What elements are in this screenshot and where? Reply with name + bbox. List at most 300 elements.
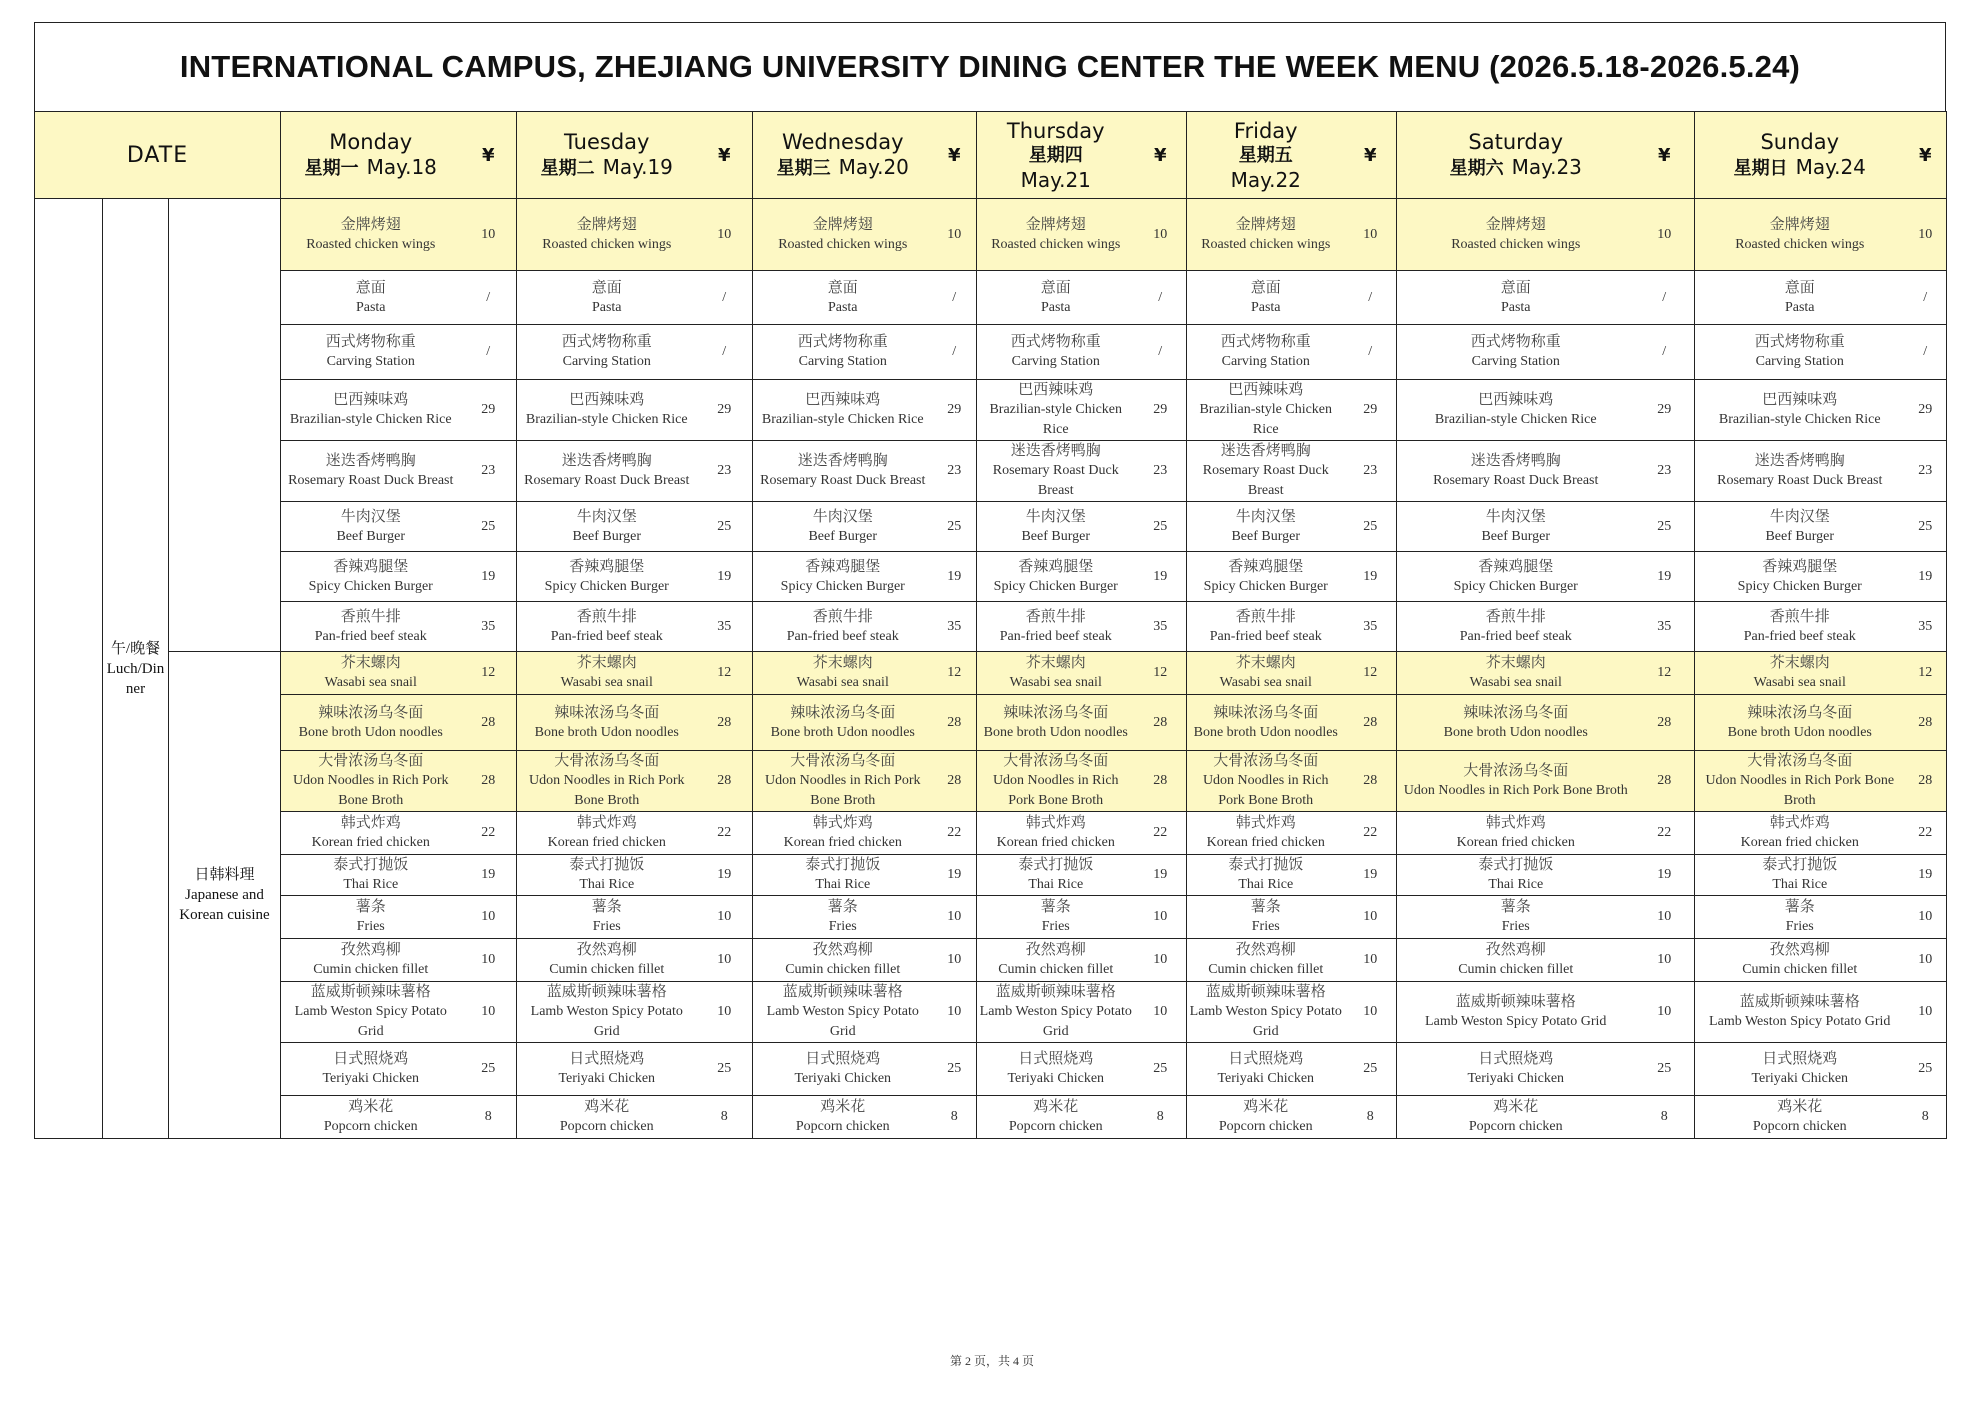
dish-name-en: Fries [1501,919,1530,934]
dish-name-zh: 辣味浓汤乌冬面 [1463,704,1569,721]
dish-name-en: Lamb Weston Spicy Potato Grid [1709,1014,1891,1029]
dish-price: 10 [461,896,517,939]
dish-name-en: Fries [592,919,621,934]
dish-cell [977,325,1135,380]
dish-name-en: Rosemary Roast Duck Breast [1202,463,1329,498]
dish-name-zh: 鸡米花 [1243,1099,1289,1115]
currency-header: ¥ [1135,112,1187,199]
dish-cell [281,982,461,1043]
dish-name-zh: 韩式炸鸡 [1485,815,1546,831]
dish-name-en: Wasabi sea snail [1753,675,1846,690]
dish-name-zh: 日式照烧鸡 [1018,1051,1094,1067]
dish-cell [1187,855,1345,896]
dish-cell [977,939,1135,982]
dish-cell [977,602,1135,652]
menu-row [35,1096,1947,1139]
dish-price: 8 [697,1096,753,1139]
dish-name-zh: 巴西辣味鸡 [569,392,645,408]
dish-cell [753,939,933,982]
dish-cell [1187,271,1345,325]
dish-price: 25 [697,1043,753,1096]
dish-name-en: Wasabi sea snail [560,675,653,690]
day-header-monday [281,112,461,199]
dish-name-zh: 牛肉汉堡 [1485,508,1546,525]
dish-name-en: Carving Station [1755,354,1844,369]
dish-name-zh: 蓝威斯顿辣味薯格 [546,984,667,1000]
dish-name-zh: 芥末螺肉 [340,655,401,671]
dish-cell [977,380,1135,441]
dish-name-en: Bone broth Udon noodles [1727,724,1872,740]
dish-cell [753,1096,933,1139]
dish-cell [1695,1043,1905,1096]
dish-cell [281,325,461,380]
dish-name-en: Carving Station [798,354,887,369]
dish-name-en: Popcorn chicken [795,1119,890,1134]
dish-name-zh: 薯条 [1784,899,1815,915]
dish-price: 10 [1345,982,1397,1043]
dish-name-en: Brazilian-style Chicken Rice [1718,412,1881,427]
dish-cell [1187,441,1345,502]
dish-name-en: Spicy Chicken Burger [1203,578,1328,594]
dish-price: 23 [1635,441,1695,502]
dish-name-en: Popcorn chicken [1752,1119,1847,1134]
dish-price: 25 [933,502,977,552]
dish-name-zh: 金牌烤翅 [1769,216,1830,233]
dish-cell [1397,896,1635,939]
dish-cell [517,695,697,751]
day-name: Wednesday [781,130,904,154]
page-title: INTERNATIONAL CAMPUS, ZHEJIANG UNIVERSITY DINING CENTER THE WEEK MENU (2026.5.18-2026.5.24) [179,49,1801,84]
dish-name-zh: 牛肉汉堡 [1235,508,1296,525]
dish-name-zh: 薯条 [591,899,622,915]
dish-name-en: Carving Station [1221,354,1310,369]
dish-name-zh: 迷迭香烤鸭胸 [325,453,416,469]
dish-name-en: Wasabi sea snail [1219,675,1312,690]
dish-name-zh: 辣味浓汤乌冬面 [318,704,424,721]
dish-name-en: Beef Burger [336,528,406,544]
dish-name-zh: 日式照烧鸡 [805,1051,881,1067]
dish-name-en: Brazilian-style Chicken Rice [289,412,452,427]
dish-price: 25 [1135,1043,1187,1096]
dish-name-en: Pasta [1250,299,1281,315]
day-subtitle [519,155,695,181]
title-box [34,22,1946,111]
dish-price: 22 [697,812,753,855]
dish-name-zh: 巴西辣味鸡 [1228,382,1304,398]
dish-price: 10 [1905,896,1947,939]
dish-price: 10 [1905,939,1947,982]
dish-name-en: Pasta [591,299,622,315]
menu-row [35,325,1947,380]
dish-name-zh: 大骨浓汤乌冬面 [318,753,424,769]
row-group-blank [35,199,103,1139]
dish-price: 35 [697,602,753,652]
dish-name-zh: 韩式炸鸡 [340,815,401,831]
dish-cell [1187,602,1345,652]
dish-name-en: Popcorn chicken [1008,1119,1103,1134]
dish-name-zh: 鸡米花 [348,1099,394,1115]
dish-name-zh: 意面 [1040,279,1071,296]
dish-cell [517,502,697,552]
day-name: Monday [329,130,413,154]
day-name: Saturday [1468,130,1564,154]
dish-name-en: Beef Burger [1231,528,1301,544]
dish-price: 19 [1635,855,1695,896]
dish-cell [977,812,1135,855]
dish-cell [1695,199,1905,271]
dish-name-en: Beef Burger [572,528,642,544]
dish-price: 25 [1345,1043,1397,1096]
dish-cell [281,812,461,855]
menu-row [35,751,1947,812]
dish-price: / [1135,271,1187,325]
dish-cell [977,751,1135,812]
meal-label [103,199,169,1139]
category-label [169,652,281,1139]
dish-cell [281,1096,461,1139]
dish-name-zh: 泰式打抛饭 [569,857,645,873]
dish-name-en: Fries [1251,919,1280,934]
dish-price: 19 [461,552,517,602]
dish-name-zh: 蓝威斯顿辣味薯格 [995,984,1116,1000]
dish-cell [753,271,933,325]
dish-name-zh: 西式烤物称重 [797,334,888,350]
day-subtitle [755,155,931,181]
dish-name-en: Roasted chicken wings [991,236,1121,252]
dish-name-en: Brazilian-style Chicken Rice [989,402,1123,437]
dish-cell [1187,896,1345,939]
dish-price: 28 [1635,751,1695,812]
dish-name-zh: 鸡米花 [820,1099,866,1115]
dish-name-en: Korean fried chicken [311,835,430,850]
dish-name-zh: 大骨浓汤乌冬面 [554,753,660,769]
dish-name-zh: 金牌烤翅 [1485,216,1546,233]
dish-name-zh: 蓝威斯顿辣味薯格 [1739,994,1860,1010]
dish-cell [1397,812,1635,855]
dish-price: 23 [697,441,753,502]
dish-cell [1397,441,1635,502]
dish-cell [281,652,461,695]
dish-name-en: Bone broth Udon noodles [1443,724,1588,740]
dish-name-en: Korean fried chicken [1456,835,1575,850]
dish-name-zh: 韩式炸鸡 [1769,815,1830,831]
dish-name-zh: 薯条 [1250,899,1281,915]
dish-cell [1397,380,1635,441]
dish-price: 29 [1345,380,1397,441]
dish-name-en: Spicy Chicken Burger [780,578,905,594]
currency-header: ¥ [1905,112,1947,199]
dish-price: / [697,271,753,325]
dish-name-zh: 孜然鸡柳 [1769,942,1830,958]
dish-name-zh: 孜然鸡柳 [812,942,873,958]
menu-row [35,602,1947,652]
dish-name-en: Korean fried chicken [1206,835,1325,850]
day-header-friday [1187,112,1345,199]
dish-name-zh: 迷迭香烤鸭胸 [561,453,652,469]
menu-row [35,939,1947,982]
dish-cell [753,602,933,652]
dish-name-zh: 泰式打抛饭 [1478,857,1554,873]
dish-name-en: Pasta [1500,299,1531,315]
dish-cell [281,939,461,982]
dish-name-en: Brazilian-style Chicken Rice [1199,402,1333,437]
dish-cell [1187,502,1345,552]
dish-name-zh: 意面 [355,279,386,296]
header-row [35,112,1947,199]
dish-price: 35 [1135,602,1187,652]
dish-cell [753,652,933,695]
dish-price: 22 [933,812,977,855]
dish-name-en: Brazilian-style Chicken Rice [1434,412,1597,427]
dish-cell [1397,502,1635,552]
dish-price: 29 [461,380,517,441]
dish-price: 29 [697,380,753,441]
dish-cell [1187,1043,1345,1096]
dish-name-zh: 香辣鸡腿堡 [333,558,409,575]
dish-name-en: Lamb Weston Spicy Potato Grid [1189,1004,1342,1039]
dish-name-zh: 大骨浓汤乌冬面 [790,753,896,769]
dish-name-en: Cumin chicken fillet [1458,962,1574,977]
day-chinese: 星期二 [540,158,595,179]
dish-name-en: Teriyaki Chicken [322,1071,420,1086]
dish-cell [1397,939,1635,982]
dish-name-zh: 巴西辣味鸡 [805,392,881,408]
dish-name-en: Brazilian-style Chicken Rice [525,412,688,427]
dish-name-zh: 金牌烤翅 [812,216,873,233]
dish-price: 28 [933,751,977,812]
dish-name-en: Thai Rice [815,877,871,892]
dish-cell [1695,380,1905,441]
dish-cell [977,199,1135,271]
menu-row [35,441,1947,502]
dish-cell [977,502,1135,552]
dish-price: 12 [1135,652,1187,695]
dish-price: 28 [461,695,517,751]
day-header-tuesday [517,112,697,199]
dish-cell [517,325,697,380]
dish-price: 8 [1135,1096,1187,1139]
dish-name-zh: 香辣鸡腿堡 [1228,558,1304,575]
dish-cell [517,982,697,1043]
dish-cell [1397,271,1635,325]
dish-name-zh: 孜然鸡柳 [1025,942,1086,958]
dish-name-en: Thai Rice [1488,877,1544,892]
dish-name-zh: 西式烤物称重 [1220,334,1311,350]
menu-row [35,380,1947,441]
dish-cell [1187,939,1345,982]
dish-price: 19 [933,552,977,602]
dish-name-zh: 孜然鸡柳 [340,942,401,958]
dish-name-en: Korean fried chicken [1740,835,1859,850]
dish-name-en: Roasted chicken wings [1201,236,1331,252]
menu-row [35,652,1947,695]
dish-name-zh: 西式烤物称重 [1754,334,1845,350]
dish-name-zh: 大骨浓汤乌冬面 [1213,753,1319,769]
dish-cell [977,552,1135,602]
day-chinese: 星期五 [1238,145,1293,166]
dish-price: / [1135,325,1187,380]
dish-price: 10 [1135,896,1187,939]
dish-cell [1397,199,1635,271]
dish-name-zh: 巴西辣味鸡 [1762,392,1838,408]
dish-price: 25 [697,502,753,552]
dish-name-zh: 辣味浓汤乌冬面 [1747,704,1853,721]
dish-name-en: Korean fried chicken [783,835,902,850]
dish-price: 10 [1345,199,1397,271]
dish-name-zh: 大骨浓汤乌冬面 [1747,753,1853,769]
dish-name-en: Cumin chicken fillet [313,962,429,977]
dish-name-en: Carving Station [1471,354,1560,369]
dish-cell [1695,812,1905,855]
dish-cell [1695,695,1905,751]
dish-price: 35 [1905,602,1947,652]
category-label [169,199,281,652]
dish-cell [753,441,933,502]
dish-name-zh: 大骨浓汤乌冬面 [1003,753,1109,769]
dish-name-zh: 香煎牛排 [1235,608,1296,625]
dish-name-zh: 泰式打抛饭 [1228,857,1304,873]
dish-cell [517,271,697,325]
dish-cell [1187,552,1345,602]
dish-price: 10 [1635,939,1695,982]
dish-name-zh: 香煎牛排 [1025,608,1086,625]
dish-name-zh: 泰式打抛饭 [333,857,409,873]
dish-name-zh: 牛肉汉堡 [576,508,637,525]
dish-price: 22 [1635,812,1695,855]
dish-name-zh: 日式照烧鸡 [333,1051,409,1067]
dish-name-en: Roasted chicken wings [1451,236,1581,252]
dish-price: 10 [461,939,517,982]
dish-price: 28 [1345,695,1397,751]
dish-name-en: Thai Rice [343,877,399,892]
dish-price: 23 [1345,441,1397,502]
dish-name-en: Popcorn chicken [1468,1119,1563,1134]
dish-cell [281,602,461,652]
dish-name-en: Teriyaki Chicken [1751,1071,1849,1086]
dish-price: 12 [933,652,977,695]
dish-cell [517,939,697,982]
dish-cell [1695,939,1905,982]
dish-name-zh: 西式烤物称重 [561,334,652,350]
dish-price: 28 [1345,751,1397,812]
dish-name-en: Teriyaki Chicken [794,1071,892,1086]
menu-sheet [34,22,1946,1139]
menu-row [35,695,1947,751]
dish-cell [1187,695,1345,751]
dish-price: 10 [933,199,977,271]
meal-label-en: Luch/Din [106,660,165,677]
dish-cell [1397,325,1635,380]
dish-price: 10 [933,982,977,1043]
dish-name-en: Wasabi sea snail [1469,675,1562,690]
dish-price: 35 [1345,602,1397,652]
dish-name-en: Spicy Chicken Burger [993,578,1118,594]
dish-price: 10 [1635,896,1695,939]
dish-cell [281,271,461,325]
dish-price: 10 [697,199,753,271]
day-date: May.18 [366,155,437,179]
dish-price: 10 [697,939,753,982]
dish-name-en: Pasta [827,299,858,315]
dish-name-en: Wasabi sea snail [1009,675,1102,690]
dish-name-en: Teriyaki Chicken [1007,1071,1105,1086]
dish-price: 19 [1345,855,1397,896]
dish-cell [1695,271,1905,325]
dish-price: 19 [1635,552,1695,602]
currency-header: ¥ [1345,112,1397,199]
dish-name-en: Pan-fried beef steak [999,628,1112,644]
dish-cell [753,896,933,939]
dish-name-en: Thai Rice [1028,877,1084,892]
dish-name-en: Roasted chicken wings [778,236,908,252]
dish-price: 23 [933,441,977,502]
dish-cell [281,199,461,271]
dish-cell [517,1043,697,1096]
dish-price: 25 [1635,502,1695,552]
dish-cell [753,552,933,602]
day-name: Friday [1233,119,1298,143]
dish-price: 28 [1635,695,1695,751]
dish-name-en: Lamb Weston Spicy Potato Grid [766,1004,919,1039]
dish-price: 25 [461,502,517,552]
dish-price: 28 [461,751,517,812]
dish-cell [1187,325,1345,380]
dish-name-zh: 牛肉汉堡 [1025,508,1086,525]
dish-name-en: Pasta [355,299,386,315]
dish-name-zh: 孜然鸡柳 [1485,942,1546,958]
dish-cell [753,502,933,552]
dish-name-zh: 韩式炸鸡 [1025,815,1086,831]
day-subtitle [1697,155,1903,181]
dish-name-zh: 芥末螺肉 [1025,655,1086,671]
dish-cell [977,1043,1135,1096]
dish-name-en: Carving Station [1011,354,1100,369]
dish-cell [281,380,461,441]
dish-name-en: Wasabi sea snail [796,675,889,690]
dish-name-en: Rosemary Roast Duck Breast [1433,473,1599,488]
dish-price: 25 [933,1043,977,1096]
dish-cell [1187,199,1345,271]
dish-name-en: Pan-fried beef steak [1743,628,1856,644]
dish-price: 23 [1135,441,1187,502]
dish-cell [1695,855,1905,896]
dish-cell [1695,325,1905,380]
dish-name-en: Udon Noodles in Rich Pork Bone Broth [1403,783,1628,798]
dish-price: 23 [461,441,517,502]
dish-cell [281,896,461,939]
dish-name-zh: 薯条 [1040,899,1071,915]
dish-price: 19 [461,855,517,896]
dish-name-en: Korean fried chicken [547,835,666,850]
dish-price: 35 [461,602,517,652]
dish-cell [977,982,1135,1043]
dish-cell [1695,552,1905,602]
dish-name-zh: 鸡米花 [1493,1099,1539,1115]
dish-name-zh: 巴西辣味鸡 [1018,382,1094,398]
dish-name-en: Spicy Chicken Burger [1737,578,1862,594]
dish-name-zh: 芥末螺肉 [812,655,873,671]
dish-name-en: Bone broth Udon noodles [983,724,1128,740]
dish-name-en: Popcorn chicken [323,1119,418,1134]
dish-price: 22 [1345,812,1397,855]
dish-name-en: Lamb Weston Spicy Potato Grid [1425,1014,1607,1029]
day-name: Tuesday [564,130,650,154]
day-subtitle [1399,155,1633,181]
dish-name-zh: 蓝威斯顿辣味薯格 [782,984,903,1000]
dish-name-en: Bone broth Udon noodles [298,724,443,740]
dish-cell [977,441,1135,502]
dish-name-en: Spicy Chicken Burger [544,578,669,594]
